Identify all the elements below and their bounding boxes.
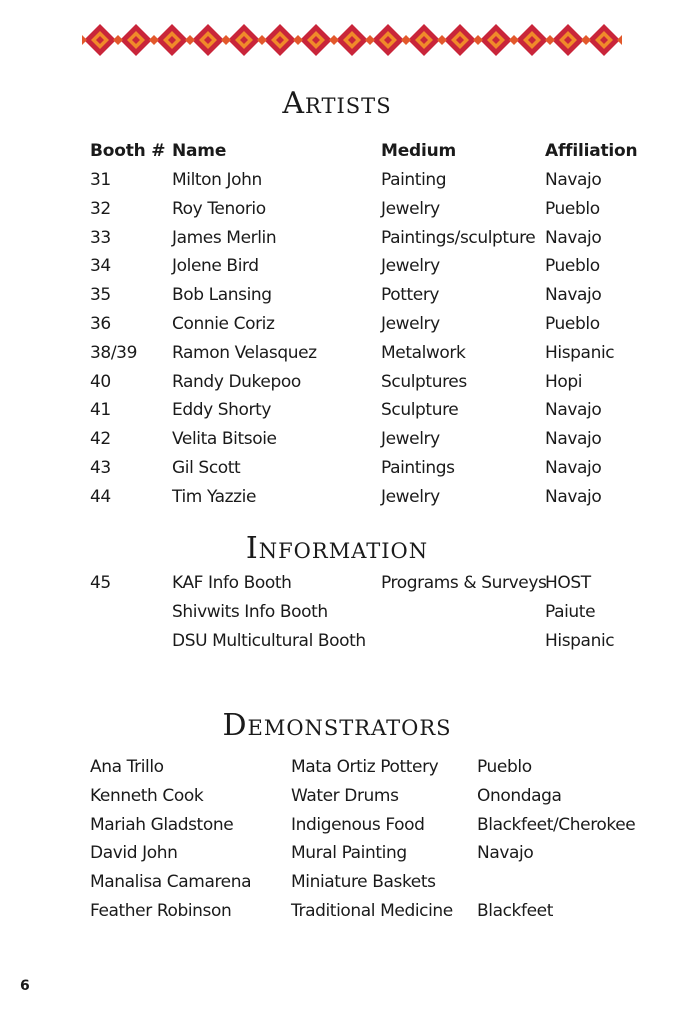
artist-affiliation: Hispanic: [545, 343, 615, 363]
table-row: [0, 225, 674, 251]
booth-number: 34: [90, 256, 111, 276]
table-row: [0, 167, 674, 193]
demonstrator-craft: Miniature Baskets: [291, 872, 436, 892]
banner-motif: [154, 24, 190, 56]
artist-medium: Sculpture: [381, 400, 459, 420]
artist-name: Eddy Shorty: [172, 400, 272, 420]
info-booth-affiliation: HOST: [545, 573, 591, 593]
booth-number: 43: [90, 458, 111, 478]
table-row: [0, 369, 674, 395]
table-row: [0, 340, 674, 366]
artist-affiliation: Pueblo: [545, 199, 600, 219]
table-row: [0, 570, 674, 596]
table-row: [0, 812, 674, 838]
booth-number: 33: [90, 228, 111, 248]
demonstrator-craft: Water Drums: [291, 786, 399, 806]
demonstrator-affiliation: Onondaga: [477, 786, 562, 806]
table-row: [0, 455, 674, 481]
artist-medium: Paintings/sculpture: [381, 228, 536, 248]
banner-motif: [514, 24, 550, 56]
demonstrator-name: David John: [90, 843, 178, 863]
banner-motif: [442, 24, 478, 56]
artist-medium: Jewelry: [381, 256, 440, 276]
artist-medium: Metalwork: [381, 343, 466, 363]
demonstrator-affiliation: Blackfeet: [477, 901, 553, 921]
banner-motif: [298, 24, 334, 56]
demonstrator-name: Feather Robinson: [90, 901, 232, 921]
banner-motif: [190, 24, 226, 56]
table-row: [0, 426, 674, 452]
banner-motif: [82, 24, 118, 56]
artists-heading: Artists: [282, 86, 392, 121]
banner-motif: [370, 24, 406, 56]
artist-name: Gil Scott: [172, 458, 241, 478]
artist-name: Velita Bitsoie: [172, 429, 277, 449]
info-booth-name: Shivwits Info Booth: [172, 602, 328, 622]
artist-affiliation: Hopi: [545, 372, 583, 392]
table-row: [0, 282, 674, 308]
artist-name: Milton John: [172, 170, 262, 190]
artist-name: Connie Coriz: [172, 314, 275, 334]
demonstrator-affiliation: Blackfeet/Cherokee: [477, 815, 636, 835]
table-row: [0, 253, 674, 279]
banner-motif: [262, 24, 298, 56]
artist-affiliation: Navajo: [545, 458, 602, 478]
artist-medium: Paintings: [381, 458, 455, 478]
artist-affiliation: Pueblo: [545, 314, 600, 334]
artist-affiliation: Pueblo: [545, 256, 600, 276]
info-booth-name: KAF Info Booth: [172, 573, 292, 593]
demonstrator-name: Ana Trillo: [90, 757, 164, 777]
demonstrator-name: Mariah Gladstone: [90, 815, 234, 835]
banner-motif: [586, 24, 622, 56]
artist-affiliation: Navajo: [545, 487, 602, 507]
artist-name: Jolene Bird: [172, 256, 259, 276]
artist-medium: Jewelry: [381, 429, 440, 449]
info-booth-affiliation: Hispanic: [545, 631, 615, 651]
page-number: 6: [20, 978, 30, 994]
demonstrator-name: Kenneth Cook: [90, 786, 204, 806]
artists-table-header: [0, 138, 674, 164]
artist-name: Roy Tenorio: [172, 199, 266, 219]
artist-name: Bob Lansing: [172, 285, 272, 305]
info-booth-affiliation: Paiute: [545, 602, 596, 622]
artist-name: Tim Yazzie: [172, 487, 257, 507]
artist-name: Ramon Velasquez: [172, 343, 317, 363]
artist-medium: Painting: [381, 170, 447, 190]
artist-affiliation: Navajo: [545, 228, 602, 248]
artist-affiliation: Navajo: [545, 429, 602, 449]
table-row: [0, 754, 674, 780]
table-row: [0, 484, 674, 510]
booth-number: 45: [90, 573, 111, 593]
demonstrator-craft: Mural Painting: [291, 843, 407, 863]
booth-number: 38/39: [90, 343, 137, 363]
demonstrator-craft: Mata Ortiz Pottery: [291, 757, 439, 777]
artist-medium: Jewelry: [381, 199, 440, 219]
table-row: [0, 898, 674, 924]
demonstrators-heading: Demonstrators: [222, 708, 452, 743]
artist-medium: Jewelry: [381, 487, 440, 507]
table-row: [0, 311, 674, 337]
table-row: [0, 599, 674, 625]
header-medium: Medium: [381, 141, 457, 161]
demonstrator-affiliation: Navajo: [477, 843, 534, 863]
table-row: [0, 628, 674, 654]
artist-medium: Pottery: [381, 285, 440, 305]
banner-motif: [550, 24, 586, 56]
demonstrator-name: Manalisa Camarena: [90, 872, 252, 892]
banner-motif: [334, 24, 370, 56]
booth-number: 40: [90, 372, 111, 392]
table-row: [0, 397, 674, 423]
artist-name: James Merlin: [172, 228, 277, 248]
booth-number: 35: [90, 285, 111, 305]
artist-affiliation: Navajo: [545, 400, 602, 420]
table-row: [0, 196, 674, 222]
artist-name: Randy Dukepoo: [172, 372, 301, 392]
booth-number: 42: [90, 429, 111, 449]
booth-number: 36: [90, 314, 111, 334]
banner-motif: [478, 24, 514, 56]
booth-number: 44: [90, 487, 111, 507]
table-row: [0, 840, 674, 866]
artist-medium: Sculptures: [381, 372, 467, 392]
banner-motif: [118, 24, 154, 56]
header-affiliation: Affiliation: [545, 141, 638, 161]
artist-medium: Jewelry: [381, 314, 440, 334]
decorative-pattern-banner: [82, 22, 622, 58]
header-booth: Booth #: [90, 141, 166, 161]
table-row: [0, 783, 674, 809]
header-name: Name: [172, 141, 227, 161]
demonstrator-craft: Traditional Medicine: [291, 901, 453, 921]
demonstrator-affiliation: Pueblo: [477, 757, 532, 777]
booth-number: 41: [90, 400, 111, 420]
info-booth-name: DSU Multicultural Booth: [172, 631, 366, 651]
booth-number: 32: [90, 199, 111, 219]
demonstrator-craft: Indigenous Food: [291, 815, 425, 835]
booth-number: 31: [90, 170, 111, 190]
banner-motif: [226, 24, 262, 56]
artist-affiliation: Navajo: [545, 170, 602, 190]
information-heading: Information: [245, 531, 429, 566]
table-row: [0, 869, 674, 895]
info-booth-purpose: Programs & Surveys: [381, 573, 547, 593]
banner-motif: [406, 24, 442, 56]
artist-affiliation: Navajo: [545, 285, 602, 305]
